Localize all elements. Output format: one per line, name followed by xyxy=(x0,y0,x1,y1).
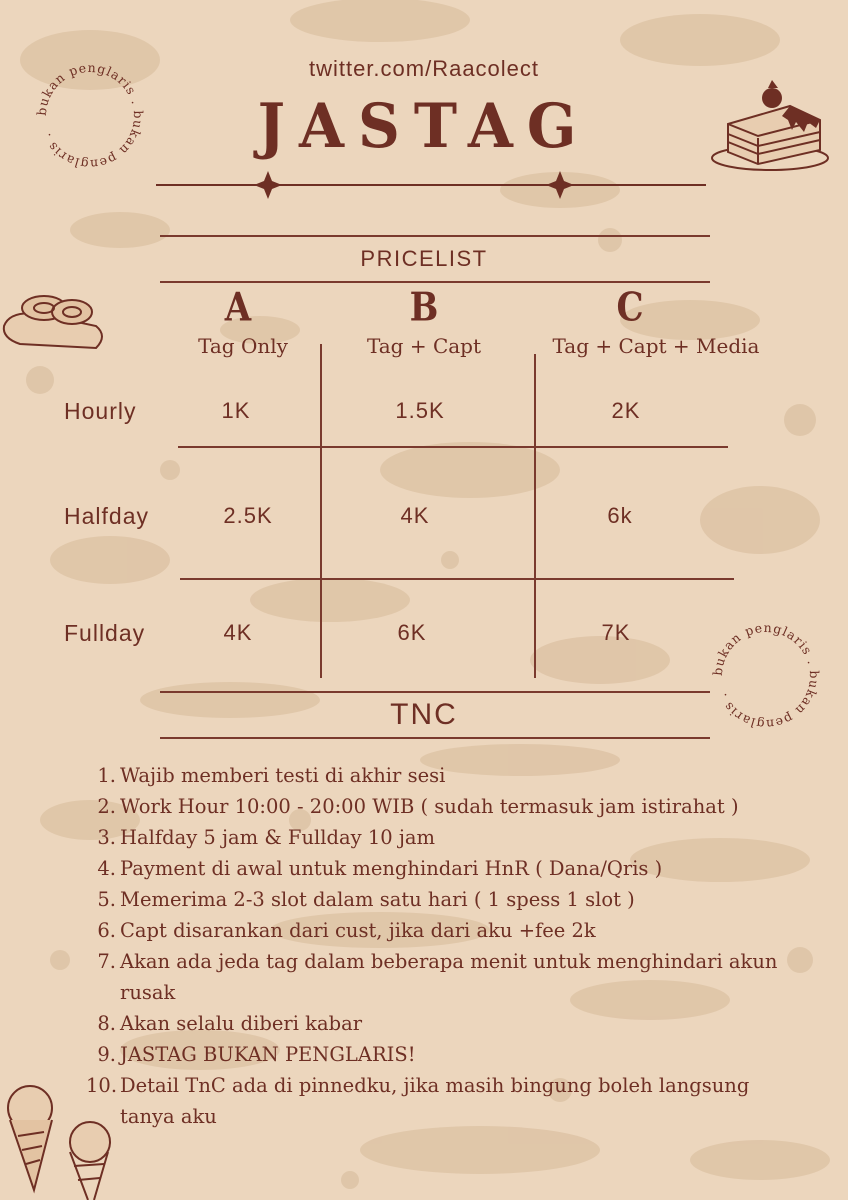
list-item xyxy=(86,1008,806,1039)
price-cell: 1.5K xyxy=(395,398,445,423)
list-number: 3. xyxy=(97,826,116,849)
price-cell: 4K xyxy=(223,620,253,645)
list-text: Capt disarankan dari cust, jika dari aku +fee 2k xyxy=(120,919,596,942)
divider-line xyxy=(160,235,710,237)
table-vertical-line xyxy=(534,354,536,678)
row-label-hourly: Hourly xyxy=(64,398,137,424)
column-b-subtitle: Tag + Capt xyxy=(366,334,482,358)
list-item xyxy=(86,1039,806,1070)
divider-line xyxy=(160,691,710,693)
row-label-fullday: Fullday xyxy=(64,620,146,646)
list-number: 9. xyxy=(97,1043,116,1066)
list-number: 10. xyxy=(86,1074,118,1097)
ornamental-divider xyxy=(150,168,712,202)
bread-illustration xyxy=(0,286,110,356)
list-number: 7. xyxy=(97,950,116,973)
price-cell: 1K xyxy=(221,398,251,423)
column-a-subtitle: Tag Only xyxy=(198,334,288,358)
list-item xyxy=(86,946,806,1008)
list-number: 4. xyxy=(97,857,116,880)
divider-line xyxy=(160,737,710,739)
stamp-text: bukan penglaris . bukan penglaris . xyxy=(709,619,823,733)
list-text: Payment di awal untuk menghindari HnR ( Dana/Qris ) xyxy=(120,857,663,880)
price-cell: 7K xyxy=(601,620,631,645)
price-cell: 6k xyxy=(607,503,633,528)
pricelist-heading: PRICELIST xyxy=(360,246,488,271)
column-c-subtitle: Tag + Capt + Media xyxy=(552,334,760,358)
price-cell: 4K xyxy=(400,503,430,528)
list-text: Akan selalu diberi kabar xyxy=(120,1012,363,1035)
column-b-letter: B xyxy=(409,285,439,331)
column-a-letter: A xyxy=(224,285,252,331)
page-title: JASTAG xyxy=(257,90,591,162)
twitter-handle: twitter.com/Raacolect xyxy=(308,56,540,81)
price-cell: 6K xyxy=(397,620,427,645)
list-text: Detail TnC ada di pinnedku, jika masih bingung boleh langsung tanya aku xyxy=(120,1074,750,1128)
tnc-heading: TNC xyxy=(390,698,458,731)
list-number: 6. xyxy=(97,919,116,942)
price-cell: 2.5K xyxy=(223,503,273,528)
list-text: Memerima 2-3 slot dalam satu hari ( 1 spess 1 slot ) xyxy=(120,888,635,911)
list-item xyxy=(86,760,806,791)
list-item xyxy=(86,791,806,822)
list-text: Halfday 5 jam & Fullday 10 jam xyxy=(120,826,435,849)
table-horizontal-line xyxy=(178,446,728,448)
list-item xyxy=(86,915,806,946)
price-cell: 2K xyxy=(611,398,641,423)
list-text: Work Hour 10:00 - 20:00 WIB ( sudah termasuk jam istirahat ) xyxy=(120,795,739,818)
list-number: 1. xyxy=(97,764,116,787)
tnc-list xyxy=(86,760,806,1132)
table-vertical-line xyxy=(320,344,322,678)
list-text: JASTAG BUKAN PENGLARIS! xyxy=(120,1043,416,1066)
column-c-letter: C xyxy=(616,285,644,331)
list-item xyxy=(86,853,806,884)
list-number: 5. xyxy=(97,888,116,911)
list-item xyxy=(86,1070,806,1132)
table-horizontal-line xyxy=(180,578,734,580)
list-item xyxy=(86,884,806,915)
row-label-halfday: Halfday xyxy=(64,503,149,529)
divider-line xyxy=(160,281,710,283)
list-item xyxy=(86,822,806,853)
list-text: Wajib memberi testi di akhir sesi xyxy=(120,764,446,787)
stamp-text: bukan penglaris . bukan penglaris . xyxy=(33,59,147,173)
list-number: 8. xyxy=(97,1012,116,1035)
list-text: Akan ada jeda tag dalam beberapa menit untuk menghindari akun rusak xyxy=(120,950,778,1004)
list-number: 2. xyxy=(97,795,116,818)
